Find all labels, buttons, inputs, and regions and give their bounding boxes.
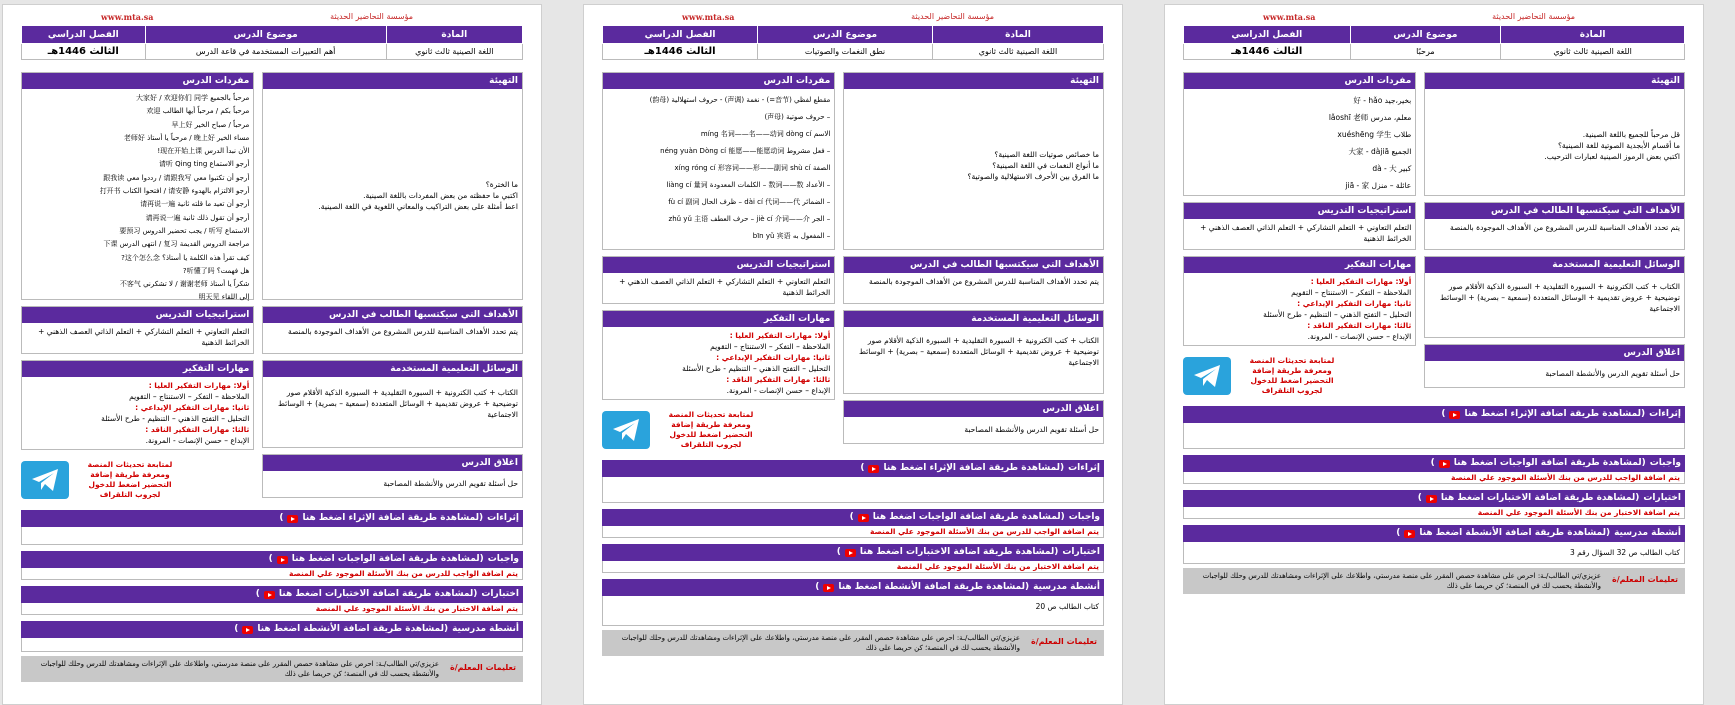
tests-label: اختبارات	[1643, 493, 1681, 503]
skills-text: التحليل – التفتح الذهني – التنظيم - طرح الأسئلة	[1263, 310, 1412, 319]
strategies-text: التعلم التعاوني + التعلم التشاركي + التعلم الذاتي العصف الذهني + الخرائط الذهنية	[1200, 223, 1412, 243]
youtube-icon[interactable]	[277, 556, 288, 564]
homework-link[interactable]: (لمشاهدة طريقة اضافة الواجبات اضغط هنا	[1453, 458, 1646, 468]
skills-text: الإبداع – حسن الإنصات - المرونة.	[145, 436, 250, 445]
tests-header: اختبارات (لمشاهدة طريقة اضافة الاختبارات اضغط هنا )	[21, 586, 523, 603]
homework-note: يتم اضافة الواجب للدرس من بنك الأسئلة الموجود علي المنصة	[602, 526, 1104, 538]
enrich-body	[602, 477, 1104, 503]
subject-header: المادة	[932, 26, 1103, 44]
warmup-line: ما الفرق بين الأحرف الاستهلالية والصوتية؟	[967, 172, 1099, 181]
strategies-text: التعلم التعاوني + التعلم التشاركي + التعلم الذاتي العصف الذهني + الخرائط الذهنية	[619, 277, 831, 297]
skills-title: مهارات التفكير	[603, 311, 834, 327]
activities-label: أنشطة مدرسية	[1033, 582, 1100, 592]
strategies-box	[602, 256, 835, 304]
org-name: مؤسسة التحاضير الحديثة	[1492, 12, 1575, 21]
telegram-promo[interactable]	[21, 456, 254, 504]
warmup-line: اكتبي ما حفظته من بعض المفردات باللغة الصينية.	[363, 191, 518, 200]
vocab-item: هل فهمت؟ 听懂了吗?	[182, 266, 250, 275]
warmup-box	[262, 72, 523, 300]
aids-title: الوسائل التعليمية المستخدمة	[263, 361, 522, 377]
aids-box	[262, 360, 523, 448]
tests-header: اختبارات (لمشاهدة طريقة اضافة الاختبارات اضغط هنا )	[602, 544, 1104, 561]
enrich-label: إثراءات	[1649, 409, 1681, 419]
homework-link[interactable]: (لمشاهدة طريقة اضافة الواجبات اضغط هنا	[872, 512, 1065, 522]
skills-heading: ثانيا: مهارات التفكير الإبداعي :	[1297, 299, 1412, 308]
tests-header: اختبارات (لمشاهدة طريقة اضافة الاختبارات اضغط هنا )	[1183, 490, 1685, 507]
tests-link[interactable]: (لمشاهدة طريقة اضافة الاختبارات اضغط هنا	[859, 547, 1059, 557]
instructions-label: تعليمات المعلم/ة	[1030, 637, 1098, 646]
youtube-icon[interactable]	[287, 515, 298, 523]
objectives-text: يتم تحدد الأهداف المناسبة للدرس المشروع من الأهداف الموجودة بالمنصة	[868, 277, 1099, 286]
closing-text: حل أسئلة تقويم الدرس والأنشطة المصاحبة	[1545, 369, 1680, 378]
vocab-item: أرجو أن تقول ذلك ثانية 请再说一遍	[145, 213, 250, 222]
term-header: الفصل الدراسي	[1184, 26, 1351, 44]
page-header-brand	[602, 11, 1104, 23]
vocab-title: مفردات الدرس	[603, 73, 834, 89]
aids-title: الوسائل التعليمية المستخدمة	[844, 311, 1103, 327]
skills-title: مهارات التفكير	[1184, 257, 1415, 273]
vocab-item: كبير dà - 大	[1372, 164, 1412, 173]
vocab-item: الصفة xíng róng cí 形容词——形——副词 shù cí	[674, 164, 831, 172]
enrich-link[interactable]: (لمشاهدة طريقة اضافة الإثراء اضغط هنا	[1464, 409, 1646, 419]
instructions-text: عزيزي/تي الطالب/ـة: احرص على مشاهدة حصص المقرر على منصة مدرستي، واطلاعك على الإثراءات ومشاهدتك للدرس وحلك للواجبات والأنشطة يحسب لك في المنصة؛ كن حريصا على ذلك	[1202, 572, 1601, 590]
closing-title: اغلاق الدرس	[263, 455, 522, 471]
page-header-brand	[21, 11, 523, 23]
vocab-item: أرجو الالتزام بالهدوء 请安静 / افتحوا الكتاب 打开书	[99, 187, 250, 196]
skills-text: الملاحظة – التفكر – الاستنتاج – التقويم	[129, 392, 250, 401]
warmup-line: ما أقسام الأبجدية الصوتية للغة الصينية؟	[1557, 141, 1680, 150]
plan-page-2	[583, 4, 1123, 705]
vocab-item: الجميع 大家 - dàjiā	[1348, 147, 1412, 156]
page-header-brand	[1183, 11, 1685, 23]
instructions-label: تعليمات المعلم/ة	[1611, 575, 1679, 584]
youtube-icon[interactable]	[868, 465, 879, 473]
tests-note: يتم اضافة الاختبار من بنك الأسئلة الموجود علي المنصة	[21, 603, 523, 615]
activities-label: أنشطة مدرسية	[1614, 528, 1681, 538]
warmup-title: التهيئة	[1425, 73, 1684, 89]
strategies-title: استراتيجيات التدريس	[603, 257, 834, 273]
instructions-text: عزيزي/تي الطالب/ـة: احرص على مشاهدة حصص المقرر على منصة مدرستي، واطلاعك على الإثراءات ومشاهدتك للدرس وحلك للواجبات والأنشطة يحسب لك في المنصة؛ كن حريصا على ذلك	[40, 660, 439, 678]
vocab-title: مفردات الدرس	[1184, 73, 1415, 89]
warmup-line: ما أنواع النغمات في اللغة الصينية؟	[992, 161, 1099, 170]
enrich-link[interactable]: (لمشاهدة طريقة اضافة الإثراء اضغط هنا	[302, 513, 484, 523]
aids-text: الكتاب + كتب الكترونية + السبورة التقليدية + السبورة الذكية الأقلام صور توضيحية + عروض تقديمية + الوسائل المتعددة (سمعية – بصرية) + الوسائط الاجتماعية	[278, 388, 518, 419]
org-name: مؤسسة التحاضير الحديثة	[330, 12, 413, 21]
vocab-title: مفردات الدرس	[22, 73, 253, 89]
teacher-instructions	[21, 656, 523, 682]
homework-label: واجبات	[1649, 458, 1681, 468]
vocab-item: مرحباً / صباح الخير 早上好	[171, 120, 250, 129]
activities-text: كتاب الطالب ص 32 السؤال رقم 3	[1183, 542, 1685, 564]
tests-link[interactable]: (لمشاهدة طريقة اضافة الاختبارات اضغط هنا	[1440, 493, 1640, 503]
telegram-icon[interactable]	[602, 411, 650, 449]
activities-text: كتاب الطالب ص 20	[602, 596, 1104, 626]
vocab-item: الأن نبدأ الدرس 现在开始上课!	[157, 147, 250, 156]
strategies-title: استراتيجيات التدريس	[22, 307, 253, 323]
vocab-item: أرجو أن تعيد ما قلته ثانية 请再说一遍	[140, 200, 250, 209]
strategies-box	[21, 306, 254, 354]
objectives-title: الأهداف التي سيكتسبها الطالب في الدرس	[1425, 203, 1684, 219]
aids-text: الكتاب + كتب الكترونية + السبورة التقليدية + السبورة الذكية الأقلام صور توضيحية + عروض تقديمية + الوسائل المتعددة (سمعية – بصرية) + الوسائط الاجتماعية	[859, 336, 1099, 367]
activities-label: أنشطة مدرسية	[452, 624, 519, 634]
youtube-icon[interactable]	[264, 591, 275, 599]
vocab-item: الاستماع 听写 / يجب تحضير الدروس 要预习	[119, 226, 250, 235]
plan-page-1	[1164, 4, 1704, 705]
telegram-text[interactable]: لمتابعة تحديثات المنصة ومعرفة طريقة إضافة التحضير اضغط للدخول لجروب التلقراف	[668, 410, 754, 449]
youtube-icon[interactable]	[1426, 495, 1437, 503]
topic-value: مرحبًا	[1350, 44, 1501, 60]
homework-header: واجبات (لمشاهدة طريقة اضافة الواجبات اضغط هنا )	[602, 509, 1104, 526]
vocab-item: مرحباً بكم / مرحباً أيها الطالب 欢迎	[146, 107, 250, 116]
objectives-text: يتم تحدد الأهداف المناسبة للدرس المشروع من الأهداف الموجودة بالمنصة	[287, 327, 518, 336]
objectives-title: الأهداف التي سيكتسبها الطالب في الدرس	[263, 307, 522, 323]
warmup-line: ما خصائص صوتيات اللغة الصينية؟	[994, 150, 1099, 159]
activities-header: أنشطة مدرسية (لمشاهدة طريقة اضافة الأنشطة اضغط هنا )	[1183, 525, 1685, 542]
youtube-icon[interactable]	[858, 514, 869, 522]
closing-text: حل أسئلة تقويم الدرس والأنشطة المصاحبة	[383, 479, 518, 488]
instructions-label: تعليمات المعلم/ة	[449, 663, 517, 672]
skills-heading: أولا: مهارات التفكير العليا :	[729, 331, 831, 340]
vocab-item: – فعل مشروط néng yuàn Dòng cí 能愿——能愿动词	[660, 147, 831, 155]
term-header: الفصل الدراسي	[22, 26, 146, 44]
enrich-body	[21, 527, 523, 545]
lesson-info-table	[1183, 25, 1685, 60]
topic-header: موضوع الدرس	[758, 26, 933, 44]
vocab-item: بخير،جيد 好 - hǎo	[1353, 96, 1412, 105]
telegram-icon[interactable]	[1183, 357, 1231, 395]
vocab-item: – حروف صوتية (声母)	[764, 113, 831, 121]
topic-value: أهم التعبيرات المستخدمة في قاعة الدرس	[145, 44, 386, 60]
skills-heading: ثالثا: مهارات التفكير الناقد :	[145, 425, 250, 434]
term-value: الثالث 1446هـ	[1184, 44, 1351, 60]
youtube-icon[interactable]	[1404, 530, 1415, 538]
vocab-item: – الأعداد 数词——数 – الكلمات المعدودة liàng cí 量词	[666, 181, 831, 189]
telegram-icon[interactable]	[21, 461, 69, 499]
warmup-title: التهيئة	[263, 73, 522, 89]
skills-text: الإبداع – حسن الإنصات - المرونة.	[726, 386, 831, 395]
vocab-item: طلاب xuéshēng 学生	[1337, 130, 1412, 139]
closing-box	[262, 454, 523, 498]
skills-text: الملاحظة – التفكر – الاستنتاج – التقويم	[1291, 288, 1412, 297]
vocab-item: شكراً يا أستاذ 谢谢老师 / لا تشكرني 不客气	[119, 280, 250, 289]
term-header: الفصل الدراسي	[603, 26, 758, 44]
skills-text: الإبداع – حسن الإنصات - المرونة.	[1307, 332, 1412, 341]
vocab-item: مراجعة الدروس القديمة 复习 / انتهى الدرس 下课	[103, 240, 250, 249]
enrich-label: إثراءات	[1068, 463, 1100, 473]
skills-text: الملاحظة – التفكر – الاستنتاج – التقويم	[710, 342, 831, 351]
vocab-item: مرحباً بالجميع 大家好 / 欢迎你们 同学	[135, 94, 250, 102]
closing-box	[843, 400, 1104, 444]
warmup-line: قل مرحباً للجميع باللغة الصينية.	[1582, 130, 1680, 139]
warmup-line: اعط أمثلة على بعض التراكيب والمعاني اللغوية في اللغة الصينية.	[318, 202, 518, 211]
homework-header: واجبات (لمشاهدة طريقة اضافة الواجبات اضغط هنا )	[21, 551, 523, 568]
vocab-item: – الضمائر dài cí 代词——代 – ظرف الحال fù cí 副词	[668, 198, 831, 206]
term-value: الثالث 1446هـ	[603, 44, 758, 60]
vocab-item: أرجو الاستماع 请听 Qing ting	[158, 160, 250, 169]
youtube-icon[interactable]	[1449, 411, 1460, 419]
closing-title: اغلاق الدرس	[844, 401, 1103, 417]
youtube-icon[interactable]	[823, 584, 834, 592]
closing-text: حل أسئلة تقويم الدرس والأنشطة المصاحبة	[964, 425, 1099, 434]
vocab-box	[21, 72, 254, 300]
activities-header: أنشطة مدرسية (لمشاهدة طريقة اضافة الأنشطة اضغط هنا )	[602, 579, 1104, 596]
enrich-header: إثراءات (لمشاهدة طريقة اضافة الإثراء اضغط هنا )	[602, 460, 1104, 477]
warmup-line: ما الخترة؟	[485, 180, 518, 189]
skills-heading: ثالثا: مهارات التفكير الناقد :	[726, 375, 831, 384]
enrich-link[interactable]: (لمشاهدة طريقة اضافة الإثراء اضغط هنا	[883, 463, 1065, 473]
site-url[interactable]: www.mta.sa	[101, 12, 154, 22]
skills-heading: ثالثا: مهارات التفكير الناقد :	[1307, 321, 1412, 330]
enrich-body	[1183, 423, 1685, 449]
objectives-box	[1424, 202, 1685, 250]
youtube-icon[interactable]	[845, 549, 856, 557]
strategies-title: استراتيجيات التدريس	[1184, 203, 1415, 219]
vocab-item: كيف تقرأ هذه الكلمة يا أستاذ؟ 这个怎么念?	[121, 253, 250, 262]
vocab-item: مقطع لفظي (音节=) - نغمة (声调) - حروف استهلالية (韵母)	[649, 96, 831, 104]
objectives-box	[262, 306, 523, 354]
site-url[interactable]: www.mta.sa	[682, 12, 735, 22]
vocab-item: عائلة – منزل jiā - 家	[1345, 181, 1412, 190]
org-name: مؤسسة التحاضير الحديثة	[911, 12, 994, 21]
warmup-title: التهيئة	[844, 73, 1103, 89]
skills-text: التحليل – التفتح الذهني – التنظيم - طرح الأسئلة	[682, 364, 831, 373]
teacher-instructions	[602, 630, 1104, 656]
telegram-promo[interactable]	[1183, 352, 1416, 400]
activities-text	[21, 638, 523, 652]
activities-header: أنشطة مدرسية (لمشاهدة طريقة اضافة الأنشطة اضغط هنا )	[21, 621, 523, 638]
closing-title: اغلاق الدرس	[1425, 345, 1684, 361]
objectives-box	[843, 256, 1104, 304]
activities-link[interactable]: (لمشاهدة طريقة اضافة الأنشطة اضغط هنا	[838, 582, 1030, 592]
lesson-info-table	[21, 25, 523, 60]
activities-link[interactable]: (لمشاهدة طريقة اضافة الأنشطة اضغط هنا	[257, 624, 449, 634]
skills-text: التحليل – التفتح الذهني – التنظيم - طرح الأسئلة	[101, 414, 250, 423]
lesson-info-table	[602, 25, 1104, 60]
vocab-item: معلم، مدرس lǎoshī 老师	[1328, 113, 1412, 122]
skills-box	[21, 360, 254, 450]
aids-title: الوسائل التعليمية المستخدمة	[1425, 257, 1684, 273]
skills-box	[602, 310, 835, 400]
enrich-label: إثراءات	[487, 513, 519, 523]
aids-box	[1424, 256, 1685, 338]
skills-heading: أولا: مهارات التفكير العليا :	[1310, 277, 1412, 286]
vocab-item: مساء الخير 晚上好 / مرحباً يا أستاذ 老师好	[123, 133, 250, 142]
vocab-item: أرجو أن تكتبوا معي 请跟我写 / رددوا معي 跟我读	[103, 173, 250, 182]
youtube-icon[interactable]	[242, 626, 253, 634]
strategies-text: التعلم التعاوني + التعلم التشاركي + التعلم الذاتي العصف الذهني + الخرائط الذهنية	[38, 327, 250, 347]
subject-header: المادة	[1501, 26, 1685, 44]
telegram-promo[interactable]	[602, 406, 835, 454]
warmup-box	[1424, 72, 1685, 196]
vocab-item: إلى اللقاء 明天见	[198, 293, 250, 302]
activities-link[interactable]: (لمشاهدة طريقة اضافة الأنشطة اضغط هنا	[1419, 528, 1611, 538]
objectives-text: يتم تحدد الأهداف المناسبة للدرس المشروع من الأهداف الموجودة بالمنصة	[1449, 223, 1680, 232]
instructions-text: عزيزي/تي الطالب/ـة: احرص على مشاهدة حصص المقرر على منصة مدرستي، واطلاعك على الإثراءات ومشاهدتك للدرس وحلك للواجبات والأنشطة يحسب لك في المنصة؛ كن حريصا على ذلك	[621, 634, 1020, 652]
homework-label: واجبات	[1068, 512, 1100, 522]
vocab-box	[1183, 72, 1416, 196]
enrich-header: إثراءات (لمشاهدة طريقة اضافة الإثراء اضغط هنا )	[1183, 406, 1685, 423]
teacher-instructions	[1183, 568, 1685, 594]
skills-heading: ثانيا: مهارات التفكير الإبداعي :	[716, 353, 831, 362]
plan-page-3	[2, 4, 542, 705]
tests-label: اختبارات	[481, 589, 519, 599]
subject-value: اللغة الصينية ثالث ثانوي	[932, 44, 1103, 60]
tests-note: يتم اضافة الاختبار من بنك الأسئلة الموجود علي المنصة	[1183, 507, 1685, 519]
aids-text: الكتاب + كتب الكترونية + السبورة التقليدية + السبورة الذكية الأقلام صور توضيحية + عروض تقديمية + الوسائل المتعددة (سمعية – بصرية) + الوسائط الاجتماعية	[1440, 282, 1680, 313]
skills-heading: أولا: مهارات التفكير العليا :	[148, 381, 250, 390]
enrich-header: إثراءات (لمشاهدة طريقة اضافة الإثراء اضغط هنا )	[21, 510, 523, 527]
homework-link[interactable]: (لمشاهدة طريقة اضافة الواجبات اضغط هنا	[291, 554, 484, 564]
youtube-icon[interactable]	[1439, 460, 1450, 468]
tests-label: اختبارات	[1062, 547, 1100, 557]
vocab-box	[602, 72, 835, 250]
vocab-item: الاسم míng 名词——名——动词 dòng cí	[700, 130, 831, 138]
subject-value: اللغة الصينية ثالث ثانوي	[386, 44, 522, 60]
aids-box	[843, 310, 1104, 394]
warmup-line: اكتبي بعض الرموز الصينية لعبارات الترحيب.	[1544, 152, 1680, 161]
homework-note: يتم اضافة الواجب للدرس من بنك الأسئلة الموجود علي المنصة	[1183, 472, 1685, 484]
skills-heading: ثانيا: مهارات التفكير الإبداعي :	[135, 403, 250, 412]
skills-box	[1183, 256, 1416, 346]
homework-note: يتم اضافة الواجب للدرس من بنك الأسئلة الموجود علي المنصة	[21, 568, 523, 580]
tests-link[interactable]: (لمشاهدة طريقة اضافة الاختبارات اضغط هنا	[278, 589, 478, 599]
topic-header: موضوع الدرس	[145, 26, 386, 44]
homework-header: واجبات (لمشاهدة طريقة اضافة الواجبات اضغط هنا )	[1183, 455, 1685, 472]
site-url[interactable]: www.mta.sa	[1263, 12, 1316, 22]
topic-value: نطق النغمات والصوتيات	[758, 44, 933, 60]
vocab-item: – المفعول به bīn yǔ 宾语	[752, 232, 831, 240]
skills-title: مهارات التفكير	[22, 361, 253, 377]
topic-header: موضوع الدرس	[1350, 26, 1501, 44]
warmup-box	[843, 72, 1104, 250]
objectives-title: الأهداف التي سيكتسبها الطالب في الدرس	[844, 257, 1103, 273]
term-value: الثالث 1446هـ	[22, 44, 146, 60]
subject-value: اللغة الصينية ثالث ثانوي	[1501, 44, 1685, 60]
subject-header: المادة	[386, 26, 522, 44]
telegram-text[interactable]: لمتابعة تحديثات المنصة ومعرفة طريقة إضافة التحضير اضغط للدخول لجروب التلقراف	[1249, 356, 1335, 395]
tests-note: يتم اضافة الاختبار من بنك الأسئلة الموجود علي المنصة	[602, 561, 1104, 573]
homework-label: واجبات	[487, 554, 519, 564]
closing-box	[1424, 344, 1685, 388]
telegram-text[interactable]: لمتابعة تحديثات المنصة ومعرفة طريقة إضافة التحضير اضغط للدخول لجروب التلقراف	[87, 460, 173, 499]
vocab-item: – الجر jiè cí 介词——介 – حرف العطف zhǔ yǔ 主语	[668, 215, 831, 223]
strategies-box	[1183, 202, 1416, 250]
